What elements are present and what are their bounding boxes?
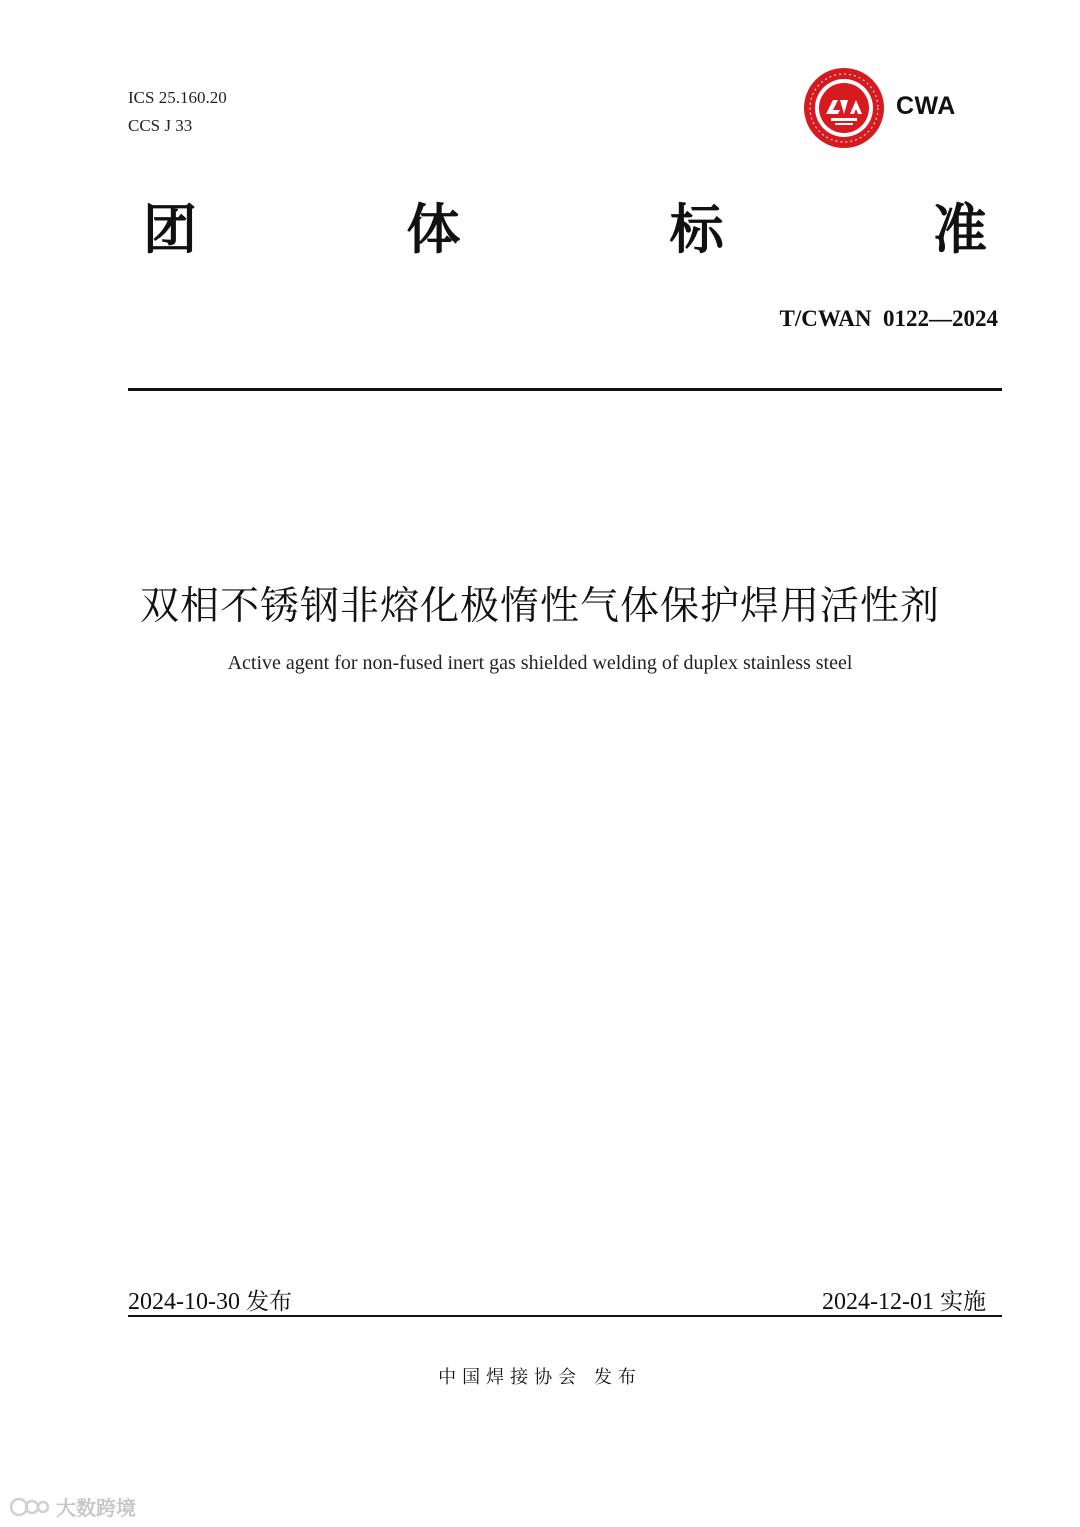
cwa-logo-icon	[802, 66, 886, 150]
header-divider	[128, 388, 1002, 391]
ccs-code: CCS J 33	[128, 116, 193, 135]
publish-label: 发布	[245, 1289, 292, 1315]
implement-date	[822, 1283, 986, 1316]
publish-date-value: 2024-10-30	[128, 1289, 240, 1315]
classification-codes	[128, 84, 227, 140]
implement-label: 实施	[940, 1289, 986, 1315]
watermark	[10, 1492, 136, 1521]
title-char: 团	[143, 198, 197, 261]
standard-number: T/CWAN 0122—2024	[779, 306, 998, 331]
watermark-logo-icon	[10, 1496, 50, 1518]
watermark-text: 大数跨境	[56, 1496, 136, 1520]
title-char: 标	[669, 198, 724, 261]
publisher: 中国焊接协会 发布	[438, 1367, 642, 1388]
logo-label: CWA	[896, 92, 956, 120]
implement-date-value: 2024-12-01	[822, 1289, 934, 1315]
publish-date	[128, 1283, 292, 1316]
footer-divider	[128, 1315, 1002, 1317]
document-type-title	[128, 192, 1002, 268]
ics-code: ICS 25.160.20	[128, 88, 227, 107]
title-char: 准	[932, 198, 987, 261]
english-title: Active agent for non-fused inert gas shielded welding of duplex stainless steel	[227, 652, 853, 674]
title-char: 体	[406, 198, 461, 261]
chinese-title: 双相不锈钢非熔化极惰性气体保护焊用活性剂	[139, 584, 940, 629]
